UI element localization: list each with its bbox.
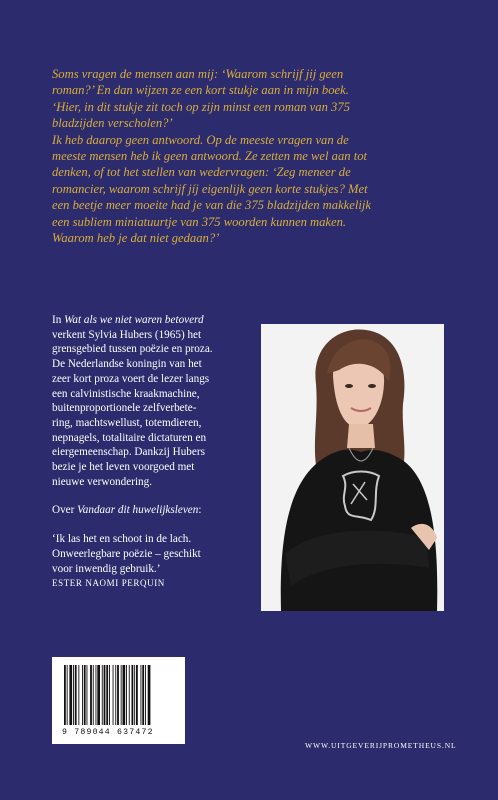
blurb-line: ring, machtswellust, totemdieren, (52, 416, 202, 429)
blurb-line: nepnagels, totalitaire dictaturen en (52, 431, 207, 444)
spacer (52, 489, 252, 503)
barcode-bar (82, 665, 83, 725)
blurb-line: buitenproportionele zelfverbete- (52, 402, 197, 415)
barcode-bar (121, 665, 122, 725)
blurb-line: De Nederlandse koningin van het (52, 358, 202, 371)
author-portrait-illustration (261, 324, 444, 611)
blurb-line: zeer kort proza voert de lezer langs (52, 372, 210, 385)
barcode-bar (78, 665, 79, 725)
previous-book-title: Vandaar dit huwelijksleven (77, 504, 199, 517)
spacer (52, 518, 252, 532)
barcode-bar (93, 665, 94, 725)
barcode-bar (97, 665, 100, 725)
quote-line: een beetje meer moeite had je van die 375 bladzijden makkelijk (52, 198, 371, 213)
barcode-bar (87, 665, 88, 725)
barcode-bar (73, 665, 74, 725)
blurb-line: verkent Sylvia Hubers (1965) het (52, 328, 202, 341)
blurb-line (52, 313, 252, 328)
review-line: Onweerlegbare poëzie – geschikt (52, 547, 201, 560)
quote-line: roman?’ En dan wijzen ze een kort stukje aan in mijn boek. (52, 83, 349, 98)
blurb-line: bezie je het leven voorgoed met (52, 461, 195, 474)
barcode-bar (96, 665, 97, 725)
barcode-bar (117, 665, 119, 725)
barcode-bar (106, 665, 108, 725)
book-title: Wat als we niet waren betoverd (64, 314, 204, 326)
blurb-line: nieuwe verwondering. (52, 475, 153, 488)
publisher-url: WWW.UITGEVERIJPROMETHEUS.NL (305, 741, 457, 750)
quote-line: een subliem miniatuurtje van 375 woorden kunnen maken. (52, 214, 347, 229)
barcode-bar (126, 665, 127, 725)
review-line: ‘Ik las het en schoot in de lach. (52, 533, 192, 546)
barcode-bar (132, 665, 134, 725)
barcode-bar (145, 665, 146, 725)
previous-book-line (52, 503, 252, 518)
cover-quote (52, 66, 472, 246)
quote-line: meeste mensen heb ik geen antwoord. Ze zetten me wel aan tot (52, 149, 368, 164)
barcode-bar (90, 665, 92, 725)
barcode-bars (64, 665, 176, 725)
blurb-line: eiergemeenschap. Dankzij Hubers (52, 446, 205, 459)
quote-line: romancier, waarom schrijf jíj eigenlijk geen korte stukjes? Met (52, 181, 368, 196)
barcode-bar (104, 665, 106, 725)
isbn-number: 9 789044 637472 (62, 728, 154, 737)
barcode-bar (109, 665, 110, 725)
isbn-barcode (52, 657, 185, 744)
blurb-line: een calvinistische kraakmachine, (52, 387, 200, 400)
barcode-bar (102, 665, 103, 725)
quote-line: denken, of tot het stellen van wedervragen: ‘Zeg meneer de (52, 165, 351, 180)
blurb-prefix: In (52, 314, 65, 326)
over-prefix: Over (52, 504, 78, 517)
barcode-bar (134, 665, 135, 725)
barcode-bar (113, 665, 114, 725)
quote-line: bladzijden verscholen?’ (52, 116, 173, 131)
barcode-bar (148, 665, 151, 725)
quote-line: Soms vragen de mensen aan mij: ‘Waarom schrijf jij geen (52, 67, 344, 81)
blurb-line: grensgebied tussen poëzie en proza. (52, 343, 213, 356)
over-suffix: : (198, 504, 202, 517)
barcode-bar (141, 665, 142, 725)
quote-line: ‘Hier, in dit stukje zit toch op zijn minst een roman van 375 (52, 99, 350, 114)
barcode-bar (64, 665, 66, 725)
barcode-bar (84, 665, 86, 725)
barcode-bar (67, 665, 68, 725)
barcode-bar (69, 665, 72, 725)
barcode-bar (129, 665, 130, 725)
review-attribution: ESTER NAOMI PERQUIN (52, 578, 165, 589)
barcode-bar (75, 665, 77, 725)
barcode-bar (115, 665, 116, 725)
quote-line: Ik heb daarop geen antwoord. Op de meeste vragen van de (52, 132, 349, 147)
author-photo (261, 324, 444, 611)
barcode-bar (142, 665, 144, 725)
barcode-bar (123, 665, 126, 725)
book-blurb (52, 313, 252, 591)
barcode-bar (136, 665, 138, 725)
review-line: voor inwendig gebruik.’ (52, 562, 161, 575)
quote-line: Waarom heb je dat niet gedaan?’ (52, 231, 220, 246)
